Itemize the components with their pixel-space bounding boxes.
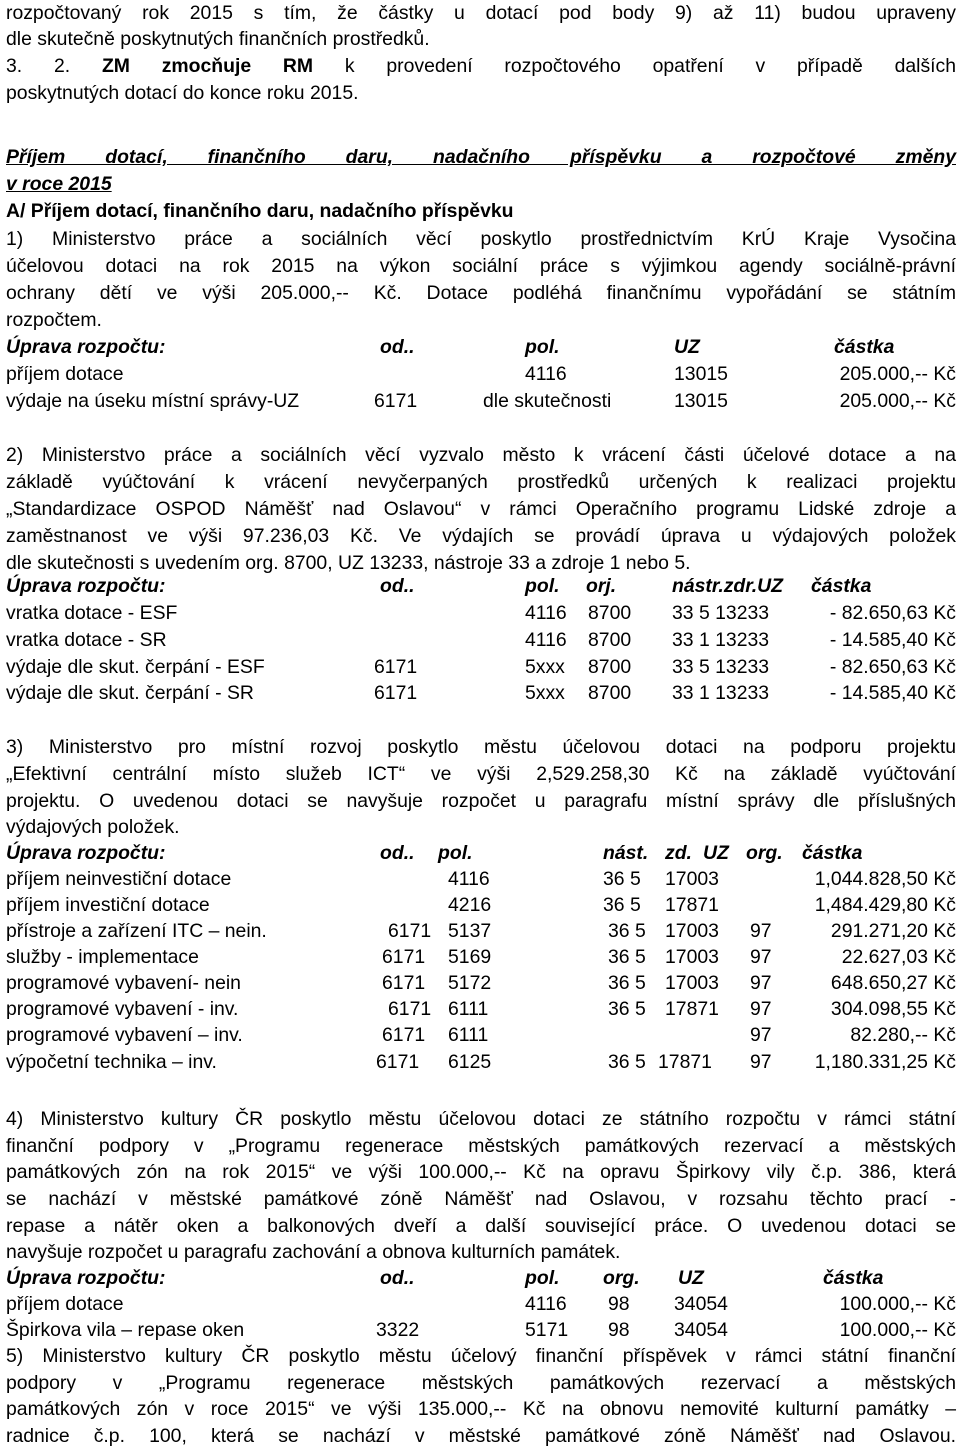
col-od: od.. — [380, 575, 415, 597]
table-row: vratka dotace - SR 4116 8700 33 1 13233 - 14.585,40 Kč — [6, 629, 956, 651]
s3-line-4: výdajových položek. — [6, 816, 180, 838]
s3-line-2: „Efektivní centrální místo služeb ICT“ ve výši 2,529.258,30 Kč na základě vyúčtování — [6, 763, 956, 785]
col-od: od.. — [380, 336, 415, 358]
s2-table-header: Úprava rozpočtu: od.. pol. orj. nástr.zdr.UZ částka — [6, 575, 872, 597]
s4-line-3: památkových zón na rok 2015“ ve výši 100.000,-- Kč na opravu Špirkovy vily č.p. 386, která — [6, 1161, 956, 1183]
s4-line-6: navyšuje rozpočet u paragrafu zachování a obnova kulturních památek. — [6, 1241, 621, 1263]
s1-line-3: ochrany dětí ve výši 205.000,-- Kč. Dotace podléhá finančnímu vypořádání se státním — [6, 282, 956, 304]
s5-line-3: památkových zón v roce 2015“ ve výši 135.000,-- Kč na obnovu nemovité kulturní památky – — [6, 1398, 956, 1420]
col-od: od.. — [380, 842, 415, 864]
table-row: programové vybavení – inv. 6171 6111 97 82.280,-- Kč — [6, 1024, 956, 1046]
s4-line-1: 4) Ministerstvo kultury ČR poskytlo městu účelovou dotaci ze státního rozpočtu v rámci státní — [6, 1108, 956, 1130]
section-heading: Příjem dotací, finančního daru, nadačního příspěvku a rozpočtové změny — [6, 146, 956, 168]
resolution-bold: ZM zmocňuje RM — [101, 55, 314, 77]
table-row: výdaje dle skut. čerpání - ESF 6171 5xxx 8700 33 5 13233 - 82.650,63 Kč — [6, 656, 956, 678]
s4-table-header: Úprava rozpočtu: od.. pol. org. UZ částka — [6, 1267, 884, 1289]
table-row: výdaje na úseku místní správy-UZ 6171 dle skutečnosti 13015 205.000,-- Kč — [6, 390, 956, 412]
s1-line-2: účelovou dotaci na rok 2015 na výkon sociální práce s výjimkou agendy sociálně-právní — [6, 255, 956, 277]
col-pol: pol. — [525, 336, 560, 358]
table-row: výpočetní technika – inv. 6171 6125 36 5 17871 97 1,180.331,25 Kč — [6, 1051, 956, 1073]
s2-line-1: 2) Ministerstvo práce a sociálních věcí vyzvalo město k vrácení části účelové dotace a na — [6, 444, 956, 466]
s2-line-2: základě vyúčtování k vrácení nevyčerpaných prostředků určených k realizaci projektu — [6, 471, 956, 493]
s2-line-3: „Standardizace OSPOD Náměšť nad Oslavou“ v rámci Operačního programu Lidské zdroje a — [6, 498, 956, 520]
col-od: od.. — [380, 1267, 415, 1289]
subsection-heading: A/ Příjem dotací, finančního daru, nadačního příspěvku — [6, 200, 514, 222]
col-uz: UZ — [674, 336, 700, 358]
section-heading-year: v roce 2015 — [6, 173, 112, 195]
s5-line-1: 5) Ministerstvo kultury ČR poskytlo městu účelový finanční příspěvek v rámci státní finanční — [6, 1345, 956, 1367]
s1-line-4: rozpočtem. — [6, 309, 102, 331]
table-row: služby - implementace 6171 5169 36 5 17003 97 22.627,03 Kč — [6, 946, 956, 968]
s1-table-header — [6, 334, 956, 360]
s2-line-4: zaměstnanost ve výši 97.236,03 Kč. Ve výdajích se provádí úprava u výdajových položek — [6, 525, 956, 547]
s5-line-4: radnice č.p. 100, která se nachází v městské památkové zóně Náměšť nad Oslavou. — [6, 1425, 956, 1447]
intro-line-4: poskytnutých dotací do konce roku 2015. — [6, 82, 359, 104]
intro-line-3 — [6, 53, 956, 79]
s4-line-5: repase a nátěr oken a balkonových dveří a další související práce. O uvedenou dotaci se — [6, 1215, 956, 1237]
table-row: programové vybavení - inv. 6171 6111 36 5 17871 97 304.098,55 Kč — [6, 998, 956, 1020]
table-row: Špirkova vila – repase oken 3322 5171 98 34054 100.000,-- Kč — [6, 1319, 956, 1341]
table-row: programové vybavení- nein 6171 5172 36 5 17003 97 648.650,27 Kč — [6, 972, 956, 994]
table-row: příjem investiční dotace 4216 36 5 17871 1,484.429,80 Kč — [6, 894, 956, 916]
table-row: vratka dotace - ESF 4116 8700 33 5 13233 - 82.650,63 Kč — [6, 602, 956, 624]
resolution-text: k provedení rozpočtového opatření v případě dalších — [344, 55, 957, 77]
s2-line-5: dle skutečnosti s uvedením org. 8700, UZ 13233, nástroje 33 a zdroje 1 nebo 5. — [6, 552, 691, 574]
s3-table-header: Úprava rozpočtu: od.. pol. nást. zd. UZ org. částka — [6, 842, 863, 864]
s3-line-1: 3) Ministerstvo pro místní rozvoj poskytlo městu účelovou dotaci na podporu projektu — [6, 736, 956, 758]
intro-line-1: rozpočtovaný rok 2015 s tím, že částky u dotací pod body 9) až 11) budou upraveny — [6, 2, 956, 24]
s5-line-2: podpory v „Programu regenerace městských památkových rezervací a městských — [6, 1372, 956, 1394]
s4-line-2: finanční podpory v „Programu regenerace městských památkových rezervací a městských — [6, 1135, 956, 1157]
table-row: příjem dotace 4116 98 34054 100.000,-- Kč — [6, 1293, 956, 1315]
table-row: příjem dotace 4116 13015 205.000,-- Kč — [6, 363, 956, 385]
s4-line-4: se nachází v městské památkové zóně Náměšť nad Oslavou, v rozsahu těchto prací - — [6, 1188, 956, 1210]
s1-line-1: 1) Ministerstvo práce a sociálních věcí poskytlo prostřednictvím KrÚ Kraje Vysočina — [6, 228, 956, 250]
intro-line-2: dle skutečně poskytnutých finančních prostředků. — [6, 28, 430, 50]
col-amount: částka — [834, 336, 895, 358]
table-row: příjem neinvestiční dotace 4116 36 5 17003 1,044.828,50 Kč — [6, 868, 956, 890]
col-label: Úprava rozpočtu: — [6, 336, 166, 358]
resolution-number: 3. 2. — [6, 55, 71, 77]
table-row: přístroje a zařízení ITC – nein. 6171 5137 36 5 17003 97 291.271,20 Kč — [6, 920, 956, 942]
s3-line-3: projektu. O uvedenou dotaci se navyšuje rozpočet u paragrafu místní správy dle příslušných — [6, 790, 956, 812]
table-row: výdaje dle skut. čerpání - SR 6171 5xxx 8700 33 1 13233 - 14.585,40 Kč — [6, 682, 956, 704]
